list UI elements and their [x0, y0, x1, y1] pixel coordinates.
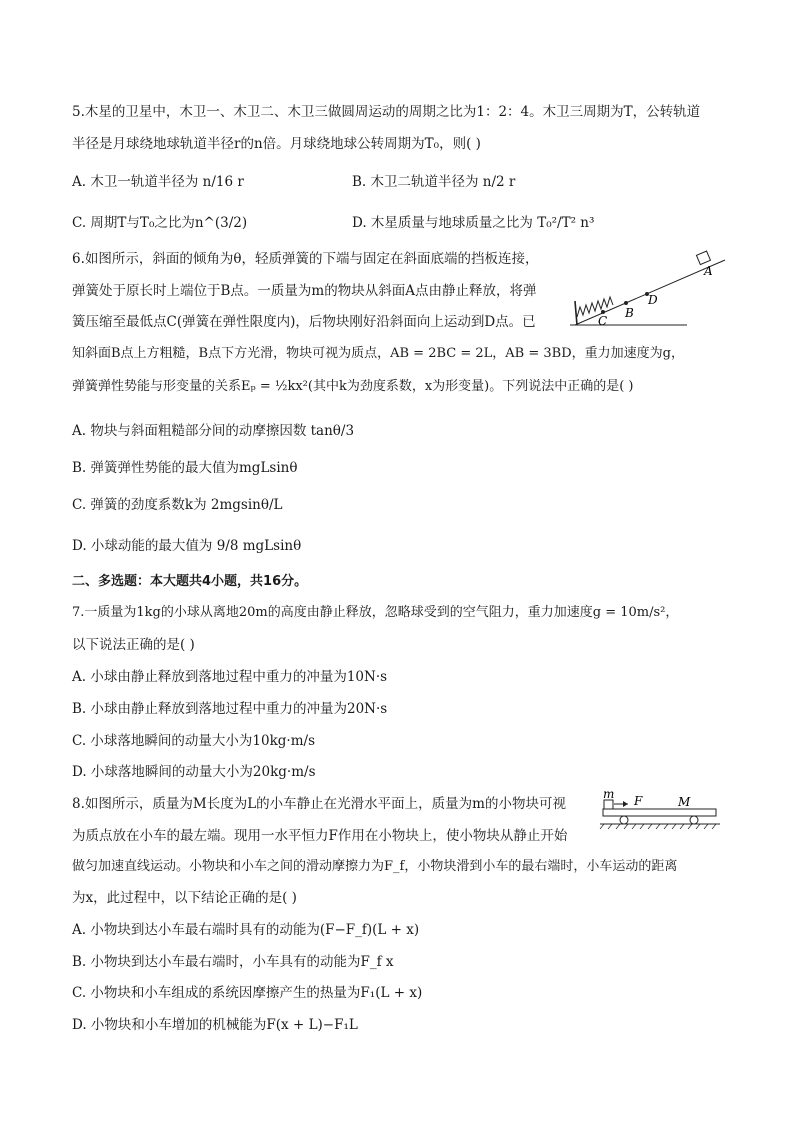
- label-f: F: [634, 794, 643, 808]
- cart-block-figure: [598, 788, 723, 833]
- q8-option-b: B. 小物块到达小车最右端时，小车具有的动能为F_f x: [72, 954, 394, 970]
- q5-stem-line-2: 半径是月球绕地球轨道半径r的n倍。月球绕地球公转周期为T₀，则( ): [72, 136, 481, 152]
- q7-option-b: B. 小球由静止释放到落地过程中重力的冲量为20N·s: [72, 701, 388, 717]
- incline-spring-figure: [565, 245, 735, 330]
- q5-option-b: B. 木卫二轨道半径为 n/2 r: [352, 174, 516, 190]
- q8-option-d: D. 小物块和小车增加的机械能为F(x + L)−F₁L: [72, 1017, 358, 1033]
- small-block: [604, 800, 613, 809]
- q6-stem-line-2: 弹簧处于原长时上端位于B点。一质量为m的物块从斜面A点由静止释放，将弹: [72, 283, 537, 299]
- q7-stem-line-1: 7.一质量为1kg的小球从离地20m的高度由静止释放，忽略球受到的空气阻力，重力加速度g = 10m/s²，: [72, 605, 679, 620]
- q5-option-c: C. 周期T与T₀之比为n^(3/2): [72, 215, 248, 231]
- block: [696, 251, 710, 265]
- label-m: m: [603, 788, 615, 801]
- q6-option-b: B. 弹簧弹性势能的最大值为mgLsinθ: [72, 460, 298, 476]
- q8-option-c: C. 小物块和小车组成的系统因摩擦产生的热量为F₁(L + x): [72, 985, 423, 1001]
- q5-option-a: A. 木卫一轨道半径为 n/16 r: [72, 174, 244, 190]
- label-d: D: [648, 293, 658, 307]
- q6-option-a: A. 物块与斜面粗糙部分间的动摩擦因数 tanθ/3: [72, 423, 355, 439]
- label-c: C: [598, 314, 608, 328]
- q5-option-d: D. 木星质量与地球质量之比为 T₀²/T² n³: [352, 215, 595, 231]
- q8-stem-line-3: 做匀加速直线运动。小物块和小车之间的滑动摩擦力为F_f，小物块滑到小车的最右端时，小车运动的距离: [72, 859, 678, 874]
- q7-option-a: A. 小球由静止释放到落地过程中重力的冲量为10N·s: [72, 669, 388, 685]
- q8-stem-line-2: 为质点放在小车的最左端。现用一水平恒力F作用在小物块上，使小物块从静止开始: [72, 828, 568, 844]
- baffle-plate: [575, 301, 577, 325]
- q8-stem-line-4: 为x，此过程中，以下结论正确的是( ): [72, 890, 297, 906]
- q6-stem-line-1: 6.如图所示，斜面的倾角为θ，轻质弹簧的下端与固定在斜面底端的挡板连接，: [72, 251, 539, 267]
- label-big-m: M: [678, 795, 691, 809]
- label-a: A: [704, 264, 713, 278]
- floor-hatch: [600, 824, 716, 829]
- spring: [577, 297, 613, 317]
- cart-wheel-left: [620, 816, 628, 824]
- q8-option-a: A. 小物块到达小车最右端时具有的动能为(F−F_f)(L + x): [72, 922, 420, 938]
- q6-stem-line-3: 簧压缩至最低点C(弹簧在弹性限度内)，后物块刚好沿斜面向上运动到D点。已: [72, 314, 536, 330]
- cart-body: [603, 809, 716, 816]
- q7-option-c: C. 小球落地瞬间的动量大小为10kg·m/s: [72, 733, 315, 749]
- label-b: B: [625, 306, 634, 320]
- cart-wheel-right: [690, 816, 698, 824]
- q6-option-c: C. 弹簧的劲度系数k为 2mgsinθ/L: [72, 497, 283, 513]
- q7-option-d: D. 小球落地瞬间的动量大小为20kg·m/s: [72, 764, 316, 780]
- q6-stem-line-5: 弹簧弹性势能与形变量的关系Eₚ = ½kx²(其中k为劲度系数，x为形变量)。下列说法中正确的是( ): [72, 379, 634, 394]
- q6-stem-line-4: 知斜面B点上方粗糙，B点下方光滑，物块可视为质点，AB = 2BC = 2L，AB = 3BD，重力加速度为g，: [72, 346, 684, 361]
- q7-stem-line-2: 以下说法正确的是( ): [72, 637, 195, 653]
- q5-stem-line-1: 5.木星的卫星中，木卫一、木卫二、木卫三做圆周运动的周期之比为1：2：4。木卫三周期为T，公转轨道: [72, 104, 701, 120]
- q8-stem-line-1: 8.如图所示，质量为M长度为L的小车静止在光滑水平面上，质量为m的小物块可视: [72, 796, 566, 812]
- section-heading: 二、多选题：本大题共4小题，共16分。: [72, 574, 308, 589]
- point-b: [624, 301, 628, 305]
- force-arrowhead: [623, 801, 628, 807]
- q6-option-d: D. 小球动能的最大值为 9/8 mgLsinθ: [72, 538, 302, 554]
